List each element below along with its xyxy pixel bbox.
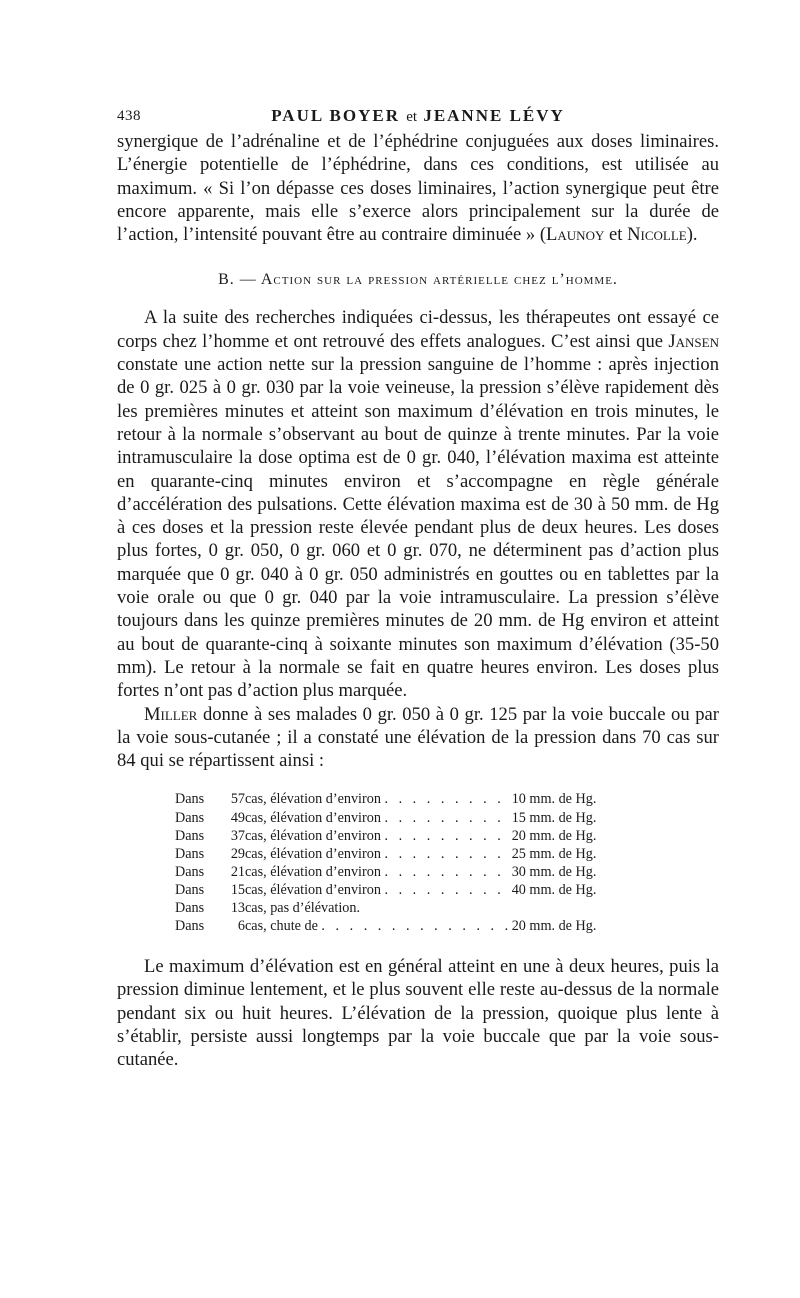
row-description: cas, chute de: [245, 918, 318, 935]
row-label: Dans: [175, 899, 205, 916]
row-description-cell: [245, 790, 512, 808]
row-count: 37: [230, 827, 245, 844]
row-description: cas, élévation d’environ: [245, 827, 381, 844]
row-label: Dans: [175, 918, 205, 935]
row-description-cell: [245, 881, 512, 899]
row-label: Dans: [175, 791, 205, 808]
page-header: [117, 104, 719, 130]
row-count: 13: [230, 899, 245, 916]
citation-join: et: [604, 224, 628, 246]
cases-table: [175, 790, 596, 935]
row-description-cell: [245, 827, 512, 845]
row-description-cell: [245, 899, 512, 917]
row-description: cas, pas d’élévation.: [245, 899, 361, 916]
leader-dots: . . . . . . . . .: [384, 845, 505, 862]
row-label: Dans: [175, 827, 205, 844]
table-row: [175, 845, 596, 863]
paragraph-2: [117, 306, 719, 702]
row-description: cas, élévation d’environ: [245, 881, 381, 898]
row-description: cas, élévation d’environ: [245, 845, 381, 862]
row-value: 30 mm. de Hg.: [511, 863, 597, 880]
row-count: 21: [230, 863, 245, 880]
table-row: [175, 827, 596, 845]
row-count: 6: [237, 918, 245, 935]
author-miller: Miller: [144, 703, 198, 725]
row-count: 57: [230, 791, 245, 808]
section-dash: —: [239, 271, 257, 289]
paragraph-1-text: synergique de l’adrénaline et de l’éphédrine conjuguées aux doses liminaires. L’énergie potentielle de l’éphédrine, dans ces conditions, est utilisée au maximum. « Si l’on dépasse ces doses liminaires, l’action synergique peut être encore apparente, mais elle s’exerce alors principalement sur la durée de l’action, l’intensité pouvant être au contraire diminuée » (: [117, 131, 719, 246]
row-description-cell: [245, 845, 512, 863]
row-description-cell: [245, 809, 512, 827]
leader-dots: . . . . . . . . .: [384, 827, 505, 844]
row-count: 29: [230, 845, 245, 862]
leader-dots: . . . . . . . . .: [384, 863, 505, 880]
table-row: [175, 899, 596, 917]
row-value: 10 mm. de Hg.: [511, 791, 597, 808]
leader-dots: . . . . . . . . .: [384, 791, 505, 808]
section-heading: [117, 268, 719, 292]
leader-dots: . . . . . . . . .: [384, 881, 505, 898]
row-label: Dans: [175, 863, 205, 880]
row-label: Dans: [175, 881, 205, 898]
leader-dots: . . . . . . . . . . . . . .: [321, 918, 512, 935]
table-row: [175, 790, 596, 808]
row-count: 15: [230, 881, 245, 898]
citation-launoy: Launoy: [546, 224, 605, 246]
author-jansen: Jansen: [668, 330, 719, 352]
row-count: 49: [230, 809, 245, 826]
page-number: 438: [117, 108, 141, 124]
table-row: [175, 809, 596, 827]
paragraph-2-intro: A la suite des recherches indiquées ci-dessus, les thérapeutes ont essayé ce corps chez l’homme et ont retrouvé des effets analogues. C’est ainsi que: [117, 307, 719, 352]
paragraph-4: Le maximum d’élévation est en général atteint en une à deux heures, puis la pression diminue lentement, et le plus souvent elle reste au-dessus de la normale pendant six ou huit heures. L’élévation de la pression, quoique plus lente à s’établir, persiste aussi longtemps par la voie buccale que par la voie sous-cutanée.: [117, 956, 719, 1071]
section-letter: B.: [218, 271, 235, 289]
row-value: [512, 899, 597, 917]
table-row: [175, 863, 596, 881]
author-1: PAUL BOYER: [271, 106, 400, 125]
row-value: 20 mm. de Hg.: [511, 827, 597, 844]
table-row: [175, 881, 596, 899]
row-value: 25 mm. de Hg.: [511, 845, 597, 862]
running-head: [117, 106, 719, 126]
paragraph-3-body: donne à ses malades 0 gr. 050 à 0 gr. 125 par la voie buccale ou par la voie sous-cutanée ; il a constaté une élévation de la pression dans 70 cas sur 84 qui se répartissent ainsi :: [117, 703, 719, 772]
citation-nicolle: Nicolle: [627, 224, 687, 246]
row-description: cas, élévation d’environ: [245, 809, 381, 826]
row-description: cas, élévation d’environ: [245, 791, 381, 808]
row-description: cas, élévation d’environ: [245, 863, 381, 880]
row-value: 20 mm. de Hg.: [511, 918, 597, 935]
citation-end: ).: [686, 224, 698, 246]
paragraph-3: [117, 703, 719, 773]
leader-dots: . . . . . . . . .: [384, 809, 505, 826]
row-label: Dans: [175, 845, 205, 862]
paragraph-1: [117, 130, 719, 246]
paragraph-2-body: constate une action nette sur la pression sanguine de l’homme : après injection de 0 gr. 025 à 0 gr. 030 par la voie veineuse, la pression s’élève rapidement dès les premières minutes et atteint son maximum d’élévation en trois minutes, le retour à la normale s’observant au bout de quinze à trente minutes. Par la voie intramusculaire la dose optima est de 0 gr. 040, l’élévation maxima est atteinte en quarante-cinq minutes environ et s’accompagne en règle générale d’accélération des pulsations. Cette élévation maxima est de 30 à 50 mm. de Hg à ces doses et la pression reste élevée pendant plus de deux heures. Les doses plus fortes, 0 gr. 050, 0 gr. 060 et 0 gr. 070, ne déterminent pas d’action plus marquée que 0 gr. 040 à 0 gr. 050 administrés en gouttes ou en tablettes par la voie orale ou que 0 gr. 040 par la voie intramusculaire. La pression s’élève toujours dans les quinze premières minutes de 20 mm. de Hg environ et atteint au bout de quarante-cinq à soixante minutes son maximum d’élévation (35-50 mm). Le retour à la normale se fait en quatre heures environ. Les doses plus fortes n’ont pas d’action plus marquée.: [117, 354, 719, 702]
row-value: 40 mm. de Hg.: [511, 881, 597, 898]
author-2: JEANNE LÉVY: [423, 106, 565, 125]
table-row: [175, 917, 596, 935]
row-label: Dans: [175, 809, 205, 826]
row-value: 15 mm. de Hg.: [511, 809, 597, 826]
row-description-cell: [245, 863, 512, 881]
section-title: Action sur la pression artérielle chez l’homme.: [260, 271, 618, 289]
conjunction: et: [406, 109, 418, 125]
row-description-cell: [245, 917, 512, 935]
